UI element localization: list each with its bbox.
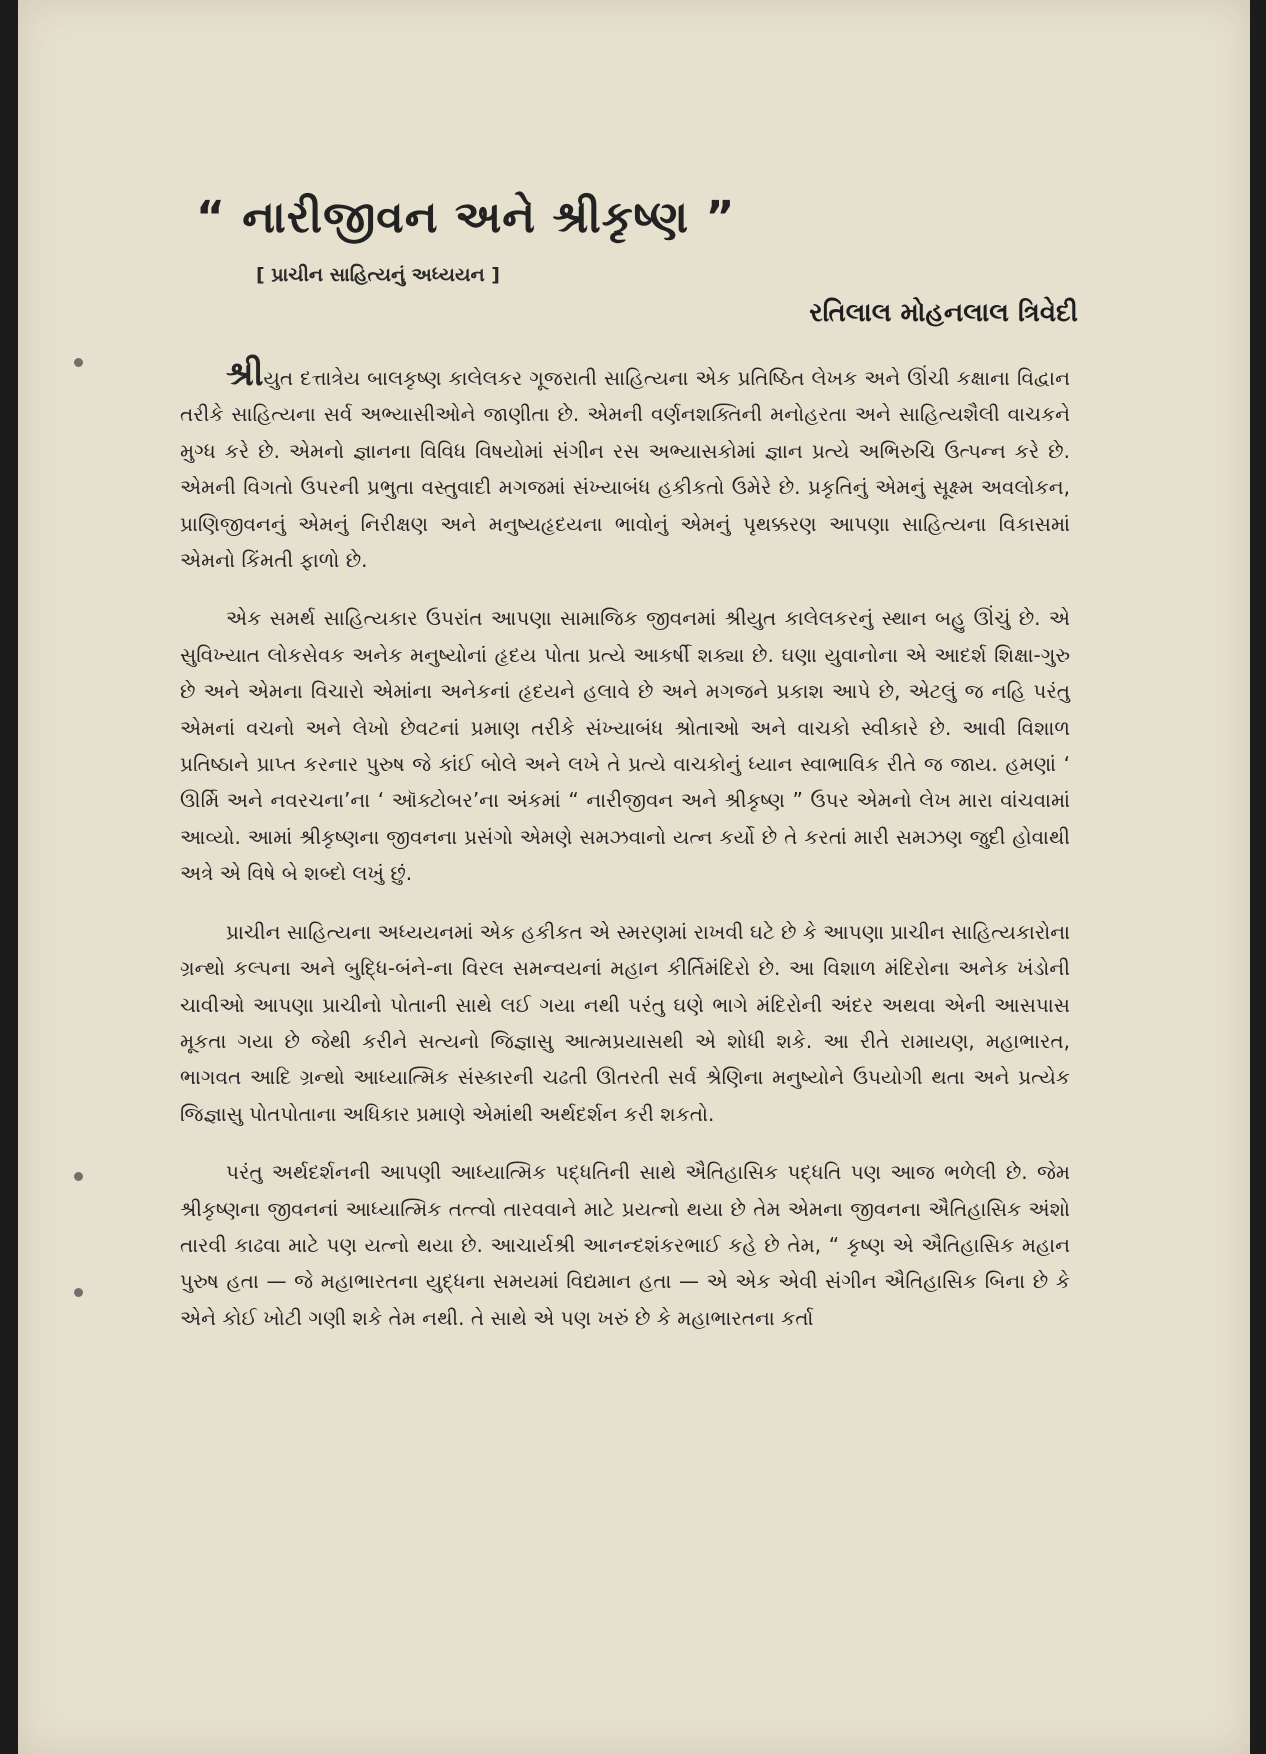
paragraph-text: યુત દત્તાત્રેય બાલકૃષ્ણ કાલેલકર ગૂજરાતી સાહિત્યના એક પ્રતિષ્ઠિત લેખક અને ઊંચી કક્ષાના વિદ્વાન તરીકે સાહિત્યના સર્વ અભ્યાસીઓને જાણીતા છે. એમની વર્ણનશક્તિની મનોહરતા અને સાહિત્યશૈલી વાચકને મુગ્ધ કરે છે. એમનો જ્ઞાનના વિવિધ વિષયોમાં સંગીન રસ અભ્યાસકોમાં જ્ઞાન પ્રત્યે અભિરુચિ ઉત્પન્ન કરે છે. એમની વિગતો ઉપરની પ્રભુતા વસ્તુવાદી મગજમાં સંખ્યાબંધ હકીકતો ઉમેરે છે. પ્રકૃતિનું એમનું સૂક્ષ્મ અવલોકન, પ્રાણિજીવનનું એમનું નિરીક્ષણ અને મનુષ્યહૃદયના ભાવોનું એમનું પૃથક્કરણ આપણા સાહિત્યના વિકાસમાં એમનો કિંમતી ફાળો છે. [180, 366, 1070, 573]
scanned-page [18, 0, 1250, 1754]
binding-hole [74, 358, 83, 367]
binding-hole [74, 1288, 83, 1297]
article-subtitle: [ પ્રાચીન સાહિત્યનું અધ્યયન ] [256, 264, 500, 286]
paragraph-4 [180, 1154, 1070, 1336]
paragraph-2 [180, 600, 1070, 891]
binding-hole [74, 1172, 83, 1181]
drop-cap: શ્રી [226, 354, 264, 394]
paragraph-3 [180, 914, 1070, 1132]
article-author: રતિલાલ મોહનલાલ ત્રિવેદી [809, 298, 1078, 328]
article-body [180, 356, 1070, 1336]
paragraph-text: એક સમર્થ સાહિત્યકાર ઉપરાંત આપણા સામાજિક જીવનમાં શ્રીયુત કાલેલકરનું સ્થાન બહુ ઊંચું છે. એ સુવિખ્યાત લોકસેવક અનેક મનુષ્યોનાં હૃદય પોતા પ્રત્યે આકર્ષી શક્યા છે. ઘણા યુવાનોના એ આદર્શ શિક્ષા-ગુરુ છે અને એમના વિચારો એમાંના અનેકનાં હૃદયને હલાવે છે અને મગજને પ્રકાશ આપે છે, એટલું જ નહિ પરંતુ એમનાં વચનો અને લેખો છેવટનાં પ્રમાણ તરીકે સંખ્યાબંધ શ્રોતાઓ અને વાચકો સ્વીકારે છે. આવી વિશાળ પ્રતિષ્ઠાને પ્રાપ્ત કરનાર પુરુષ જે કાંઈ બોલે અને લખે તે પ્રત્યે વાચકોનું ધ્યાન સ્વાભાવિક રીતે જ જાય. હમણાં ‘ ઊર્મિ અને નવરચના’ના ‘ ઑક્ટોબર’ના અંકમાં “ નારીજીવન અને શ્રીકૃષ્ણ ” ઉપર એમનો લેખ મારા વાંચવામાં આવ્યો. આમાં શ્રીકૃષ્ણના જીવનના પ્રસંગો એમણે સમઝવાનો યત્ન કર્યો છે તે કરતાં મારી સમઝણ જુદી હોવાથી અત્રે એ વિષે બે શબ્દો લખું છું. [180, 606, 1070, 886]
paragraph-text: પરંતુ અર્થદર્શનની આપણી આધ્યાત્મિક પદ્ધતિની સાથે ઐતિહાસિક પદ્ધતિ પણ આજ ભળેલી છે. જેમ શ્રીકૃષ્ણના જીવનનાં આધ્યાત્મિક તત્ત્વો તારવવાને માટે પ્રયત્નો થયા છે તેમ એમના જીવનના ઐતિહાસિક અંશો તારવી કાઢવા માટે પણ યત્નો થયા છે. આચાર્યશ્રી આનન્દશંકરભાઈ કહે છે તેમ, “ કૃષ્ણ એ ઐતિહાસિક મહાન પુરુષ હતા — જે મહાભારતના યુદ્ધના સમયમાં વિદ્યમાન હતા — એ એક એવી સંગીન ઐતિહાસિક બિના છે કે એને કોઈ ખોટી ગણી શકે તેમ નથી. તે સાથે એ પણ ખરું છે કે મહાભારતના કર્તા [180, 1160, 1070, 1330]
paragraph-1 [180, 356, 1070, 578]
article-title: “ નારીજીવન અને શ્રીકૃષ્ણ ” [196, 192, 736, 243]
paragraph-text: પ્રાચીન સાહિત્યના અધ્યયનમાં એક હકીકત એ સ્મરણમાં રાખવી ઘટે છે કે આપણા પ્રાચીન સાહિત્યકારોના ગ્રન્થો કલ્પના અને બુદ્ધિ-બંને-ના વિરલ સમન્વયનાં મહાન કીર્તિમંદિરો છે. આ વિશાળ મંદિરોના અનેક ખંડોની ચાવીઓ આપણા પ્રાચીનો પોતાની સાથે લઈ ગયા નથી પરંતુ ઘણે ભાગે મંદિરોની અંદર અથવા એની આસપાસ મૂકતા ગયા છે જેથી કરીને સત્યનો જિજ્ઞાસુ આત્મપ્રયાસથી એ શોધી શકે. આ રીતે રામાયણ, મહાભારત, ભાગવત આદિ ગ્રન્થો આધ્યાત્મિક સંસ્કારની ચઢતી ઊતરતી સર્વ શ્રેણિના મનુષ્યોને ઉપયોગી થતા અને પ્રત્યેક જિજ્ઞાસુ પોતપોતાના અધિકાર પ્રમાણે એમાંથી અર્થદર્શન કરી શકતો. [180, 919, 1070, 1126]
